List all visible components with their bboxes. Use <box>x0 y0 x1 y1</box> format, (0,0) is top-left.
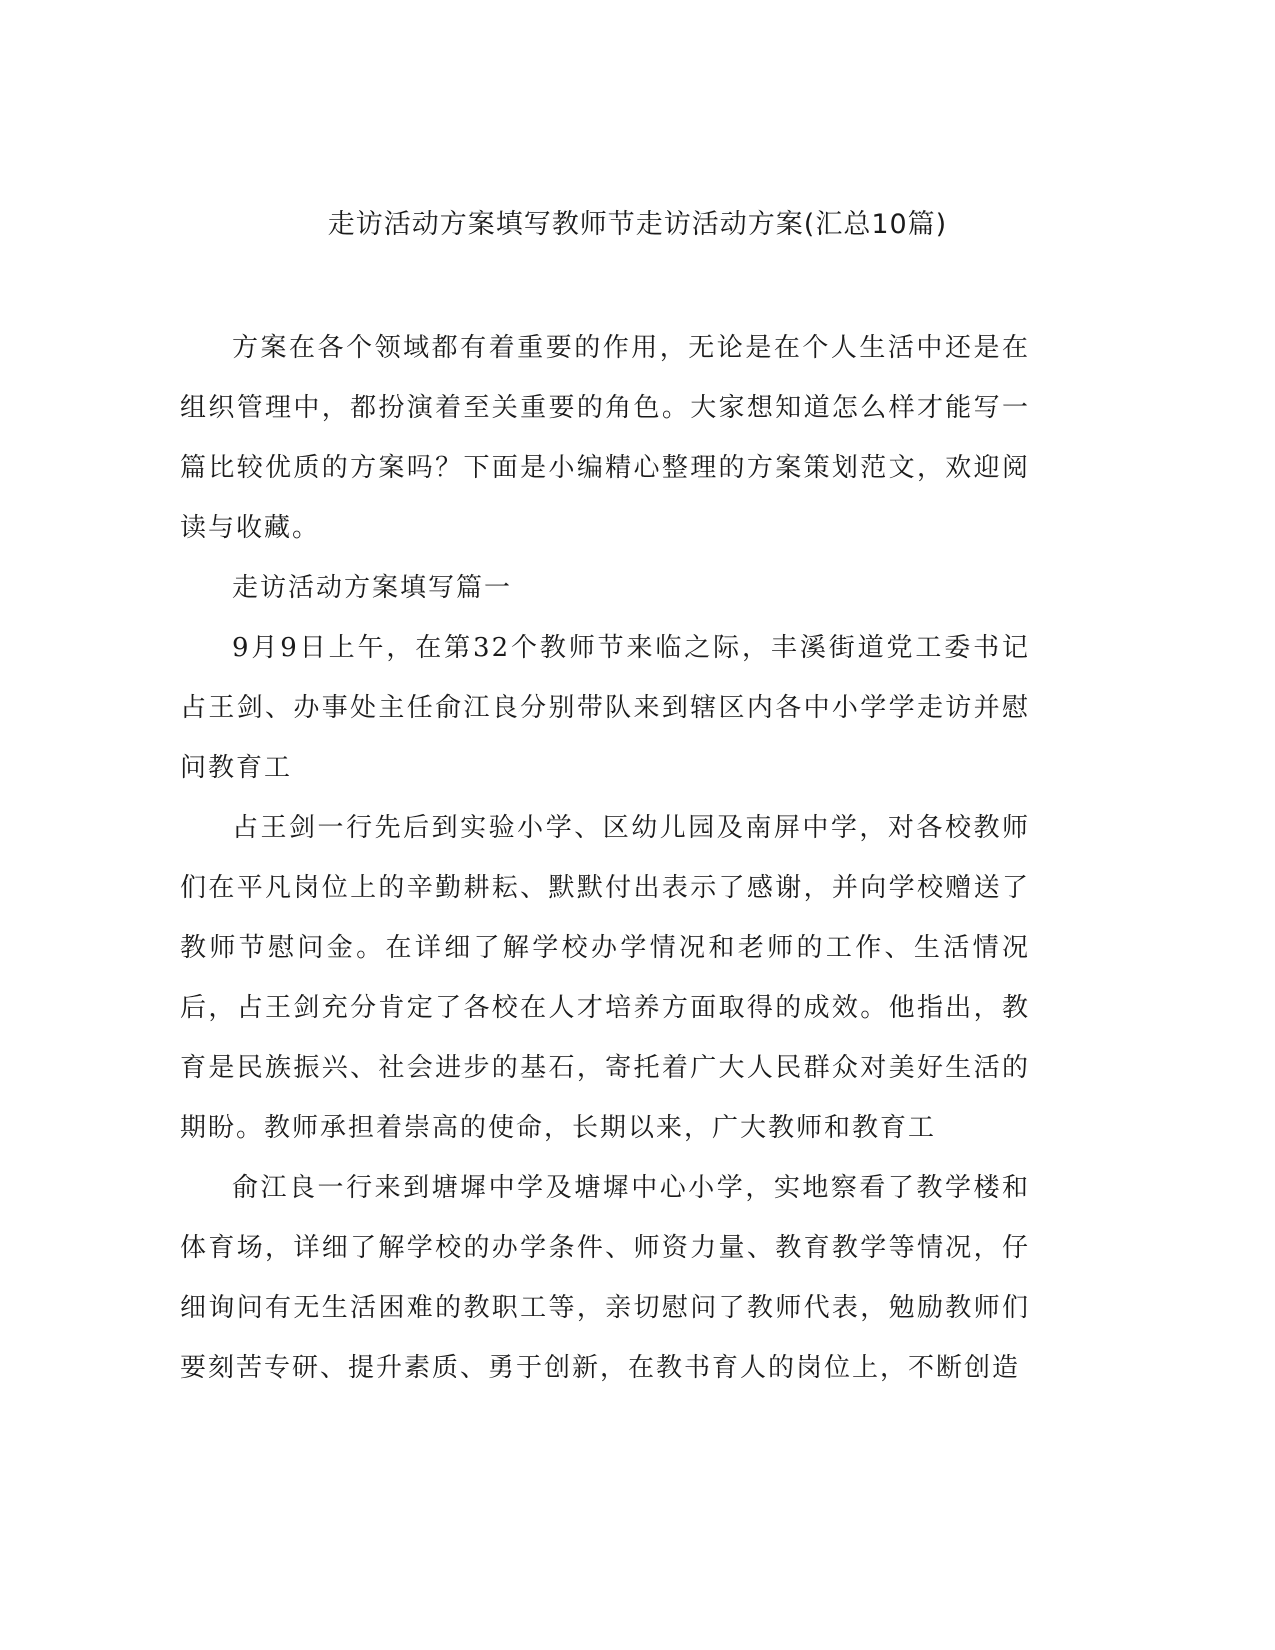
body-paragraph: 9月9日上午，在第32个教师节来临之际，丰溪街道党工委书记占王剑、办事处主任俞江良分别带队来到辖区内各中小学学走访并慰问教育工 <box>180 633 1030 783</box>
document-body <box>180 318 1030 1398</box>
body-paragraph: 占王剑一行先后到实验小学、区幼儿园及南屏中学，对各校教师们在平凡岗位上的辛勤耕耘、默默付出表示了感谢，并向学校赠送了教师节慰问金。在详细了解学校办学情况和老师的工作、生活情况后，占王剑充分肯定了各校在人才培养方面取得的成效。他指出，教育是民族振兴、社会进步的基石，寄托着广大人民群众对美好生活的期盼。教师承担着崇高的使命，长期以来，广大教师和教育工 <box>180 813 1030 1143</box>
section-heading: 走访活动方案填写篇一 <box>232 573 513 603</box>
document-title: 走访活动方案填写教师节走访活动方案(汇总10篇) <box>327 209 948 240</box>
intro-paragraph: 方案在各个领域都有着重要的作用，无论是在个人生活中还是在组织管理中，都扮演着至关重要的角色。大家想知道怎么样才能写一篇比较优质的方案吗？下面是小编精心整理的方案策划范文，欢迎阅读与收藏。 <box>180 333 1030 543</box>
body-paragraph: 俞江良一行来到塘墀中学及塘墀中心小学，实地察看了教学楼和体育场，详细了解学校的办学条件、师资力量、教育教学等情况，仔细询问有无生活困难的教职工等，亲切慰问了教师代表，勉励教师们要刻苦专研、提升素质、勇于创新，在教书育人的岗位上，不断创造 <box>180 1173 1030 1383</box>
